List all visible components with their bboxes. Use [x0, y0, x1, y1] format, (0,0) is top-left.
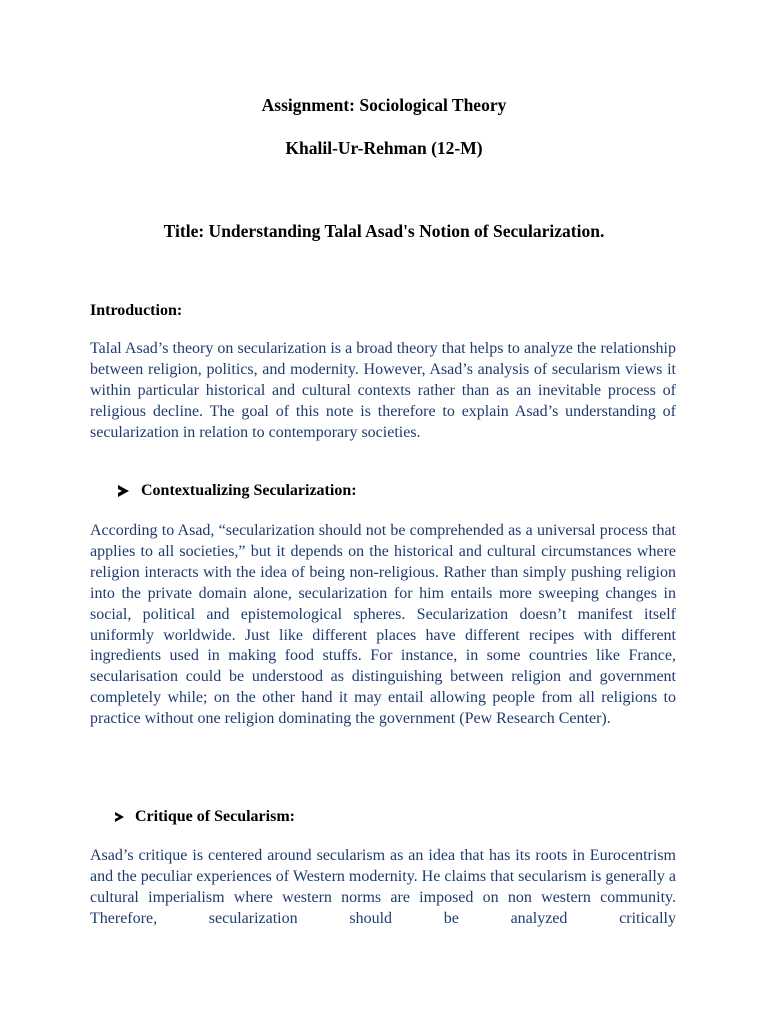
introduction-paragraph: Talal Asad’s theory on secularization is a broad theory that helps to analyze the relationship between religion, politics, and modernity. However, Asad’s analysis of secularism views it within particular historical and cultural contexts rather than as an inevitable process of religious decline. The goal of this note is therefore to explain Asad’s understanding of secularization in relation to contemporary societies.	[90, 340, 676, 441]
critique-heading-row	[115, 808, 295, 826]
assignment-title: Assignment: Sociological Theory	[261, 95, 507, 115]
introduction-heading: Introduction:	[90, 302, 183, 319]
contextualizing-heading-row	[118, 482, 357, 500]
contextualizing-heading: Contextualizing Secularization:	[141, 482, 357, 499]
critique-paragraph: Asad’s critique is centered around secularism as an idea that has its roots in Eurocentrism and the peculiar experiences of Western modernity. He claims that secularism is generally a cultural imperialism where western norms are imposed on non western community. Therefore, secularization should be analyzed critically	[90, 847, 676, 927]
arrow-bullet-icon	[118, 485, 129, 497]
document-title: Title: Understanding Talal Asad's Notion of Secularization.	[163, 221, 605, 241]
critique-heading: Critique of Secularism:	[135, 808, 295, 825]
contextualizing-paragraph: According to Asad, “secularization should not be comprehended as a universal process that applies to all societies,” but it depends on the historical and cultural circumstances where religion interacts with the idea of being non-religious. Rather than simply pushing religion into the private domain alone, secularization for him entails more sweeping changes in social, political and epistemological spheres. Secularization doesn’t manifest itself uniformly worldwide. Just like different places have different recipes with different ingredients used in making food stuffs. For instance, in some countries like France, secularisation could be understood as distinguishing between religion and government completely while; on the other hand it may entail allowing people from all religions to practice without one religion dominating the government (Pew Research Center).	[90, 522, 676, 728]
arrow-bullet-icon	[115, 812, 124, 822]
author-name: Khalil-Ur-Rehman (12-M)	[285, 138, 483, 158]
